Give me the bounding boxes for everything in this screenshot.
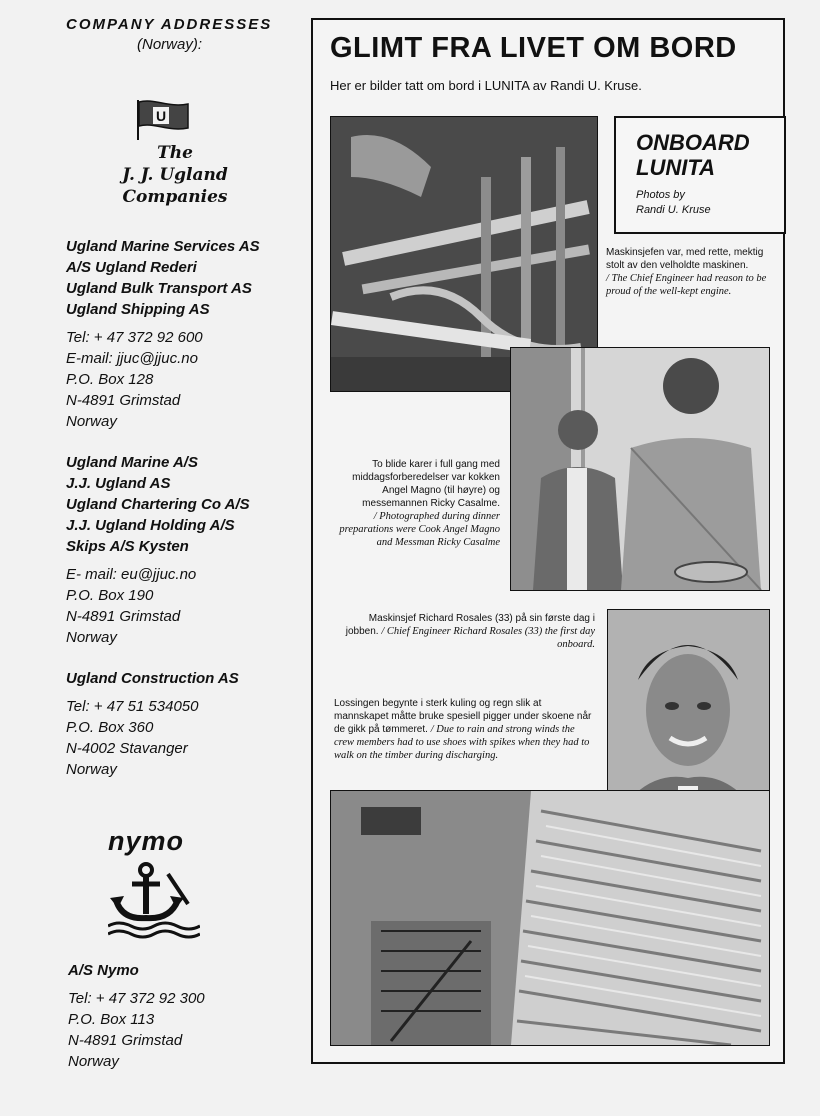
po-box: P.O. Box 113 <box>68 1011 155 1028</box>
po-box: P.O. Box 128 <box>66 371 154 388</box>
caption-en: / The Chief Engineer had reason to be proud of the well-kept engine. <box>606 273 767 297</box>
company-name: Ugland Chartering Co A/S <box>66 496 250 513</box>
box-credit-line: Randi U. Kruse <box>636 204 711 216</box>
company-name: A/S Nymo <box>68 962 139 979</box>
article-lead: Her er bilder tatt om bord i LUNITA av Randi U. Kruse. <box>330 78 642 93</box>
caption-chief <box>334 612 595 651</box>
anchor-icon <box>108 856 200 940</box>
caption-cooks <box>334 458 500 549</box>
address-block-nymo <box>68 960 308 1072</box>
company-name: Ugland Shipping AS <box>66 301 210 318</box>
caption-no: Maskinsjef Richard Rosales (33) på sin første dag i jobben. <box>345 613 595 637</box>
address-block-2 <box>66 452 306 648</box>
postal-city: N-4891 Grimstad <box>66 392 181 409</box>
country: Norway <box>68 1053 119 1070</box>
country: Norway <box>66 629 117 646</box>
box-credit-line: Photos by <box>636 189 685 201</box>
phone: Tel: + 47 372 92 300 <box>68 990 205 1007</box>
addresses-subheading: (Norway): <box>137 36 203 53</box>
address-block-1 <box>66 236 306 432</box>
addresses-heading: COMPANY ADDRESSES <box>66 16 273 33</box>
company-name: Ugland Marine Services AS <box>66 238 260 255</box>
timber-photo <box>330 790 770 1046</box>
logo-text-line: The <box>157 143 193 163</box>
logo-text-line: J. J. Ugland <box>122 165 228 185</box>
article-title: GLIMT FRA LIVET OM BORD <box>330 32 737 64</box>
address-block-3 <box>66 668 306 780</box>
caption-en: / Photographed during dinner preparations were Cook Angel Magno and Messman Ricky Casalme <box>339 511 500 548</box>
box-title-line: ONBOARD <box>636 130 750 155</box>
caption-en: / Due to rain and strong winds the crew members had to use shoes with spikes when they had to walk on the timber during discharging. <box>334 724 590 761</box>
company-name: Ugland Bulk Transport AS <box>66 280 252 297</box>
chief-engineer-photo <box>607 609 770 815</box>
caption-timber <box>334 697 596 762</box>
po-box: P.O. Box 360 <box>66 719 154 736</box>
company-name: J.J. Ugland AS <box>66 475 171 492</box>
cooks-photo <box>510 347 770 591</box>
nymo-logo-text: nymo <box>108 826 185 856</box>
country: Norway <box>66 761 117 778</box>
caption-en: / Chief Engineer Richard Rosales (33) the first day onboard. <box>381 626 595 650</box>
country: Norway <box>66 413 117 430</box>
caption-no: To blide karer i full gang med middagsforberedelser var kokken Angel Magno (til høyre) og messemannen Ricky Casalme. <box>352 459 500 509</box>
company-name: Skips A/S Kysten <box>66 538 189 555</box>
company-name: Ugland Construction AS <box>66 670 239 687</box>
flag-icon <box>110 98 240 142</box>
company-name: A/S Ugland Rederi <box>66 259 197 276</box>
box-title-line: LUNITA <box>636 155 716 180</box>
phone: Tel: + 47 372 92 600 <box>66 329 203 346</box>
company-name: J.J. Ugland Holding A/S <box>66 517 235 534</box>
jj-ugland-logo <box>110 98 240 218</box>
caption-no: Maskinsjefen var, med rette, mektig stolt av den velholdte maskinen. <box>606 247 764 271</box>
logo-text-line: Companies <box>122 187 228 207</box>
postal-city: N-4891 Grimstad <box>68 1032 183 1049</box>
email: E- mail: eu@jjuc.no <box>66 566 197 583</box>
company-name: Ugland Marine A/S <box>66 454 198 471</box>
caption-no: Lossingen begynte i sterk kuling og regn slik at mannskapet måtte bruke spesiell pigger under skoene når de gikk på tømmeret. <box>334 698 592 735</box>
email: E-mail: jjuc@jjuc.no <box>66 350 198 367</box>
postal-city: N-4002 Stavanger <box>66 740 188 757</box>
phone: Tel: + 47 51 534050 <box>66 698 199 715</box>
postal-city: N-4891 Grimstad <box>66 608 181 625</box>
flag-letter: U <box>155 108 167 124</box>
onboard-lunita-box <box>614 116 786 234</box>
caption-engine <box>606 246 778 298</box>
po-box: P.O. Box 190 <box>66 587 154 604</box>
